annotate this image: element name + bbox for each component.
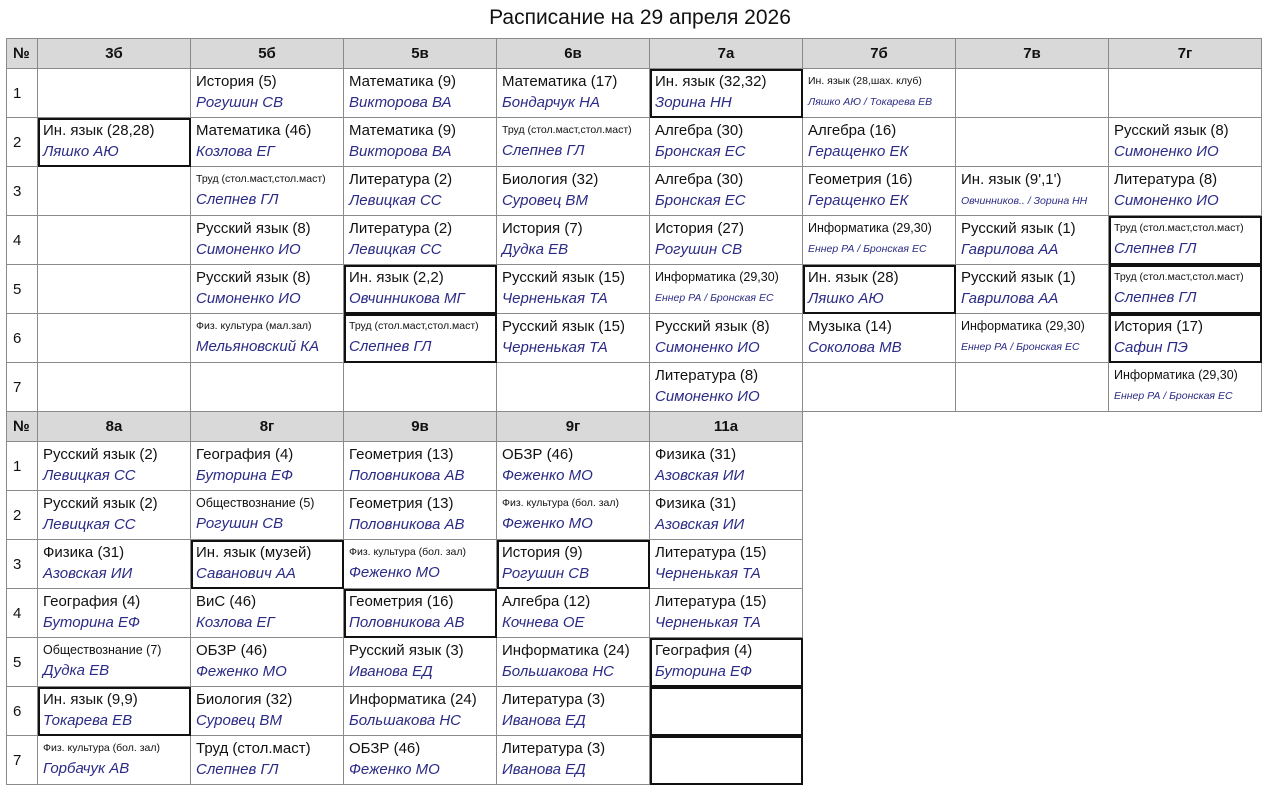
subject-label: История (7) [502, 219, 583, 237]
teacher-label: Буторина ЕФ [196, 466, 293, 484]
teacher-label: Геращенко ЕК [808, 191, 909, 209]
subject-label: Физ. культура (бол. зал) [349, 546, 467, 558]
subject-label: Русский язык (15) [502, 268, 626, 286]
class-header: 7а [650, 39, 803, 69]
lesson-cell [38, 69, 191, 118]
subject-label: География (4) [655, 641, 753, 659]
teacher-label: Козлова ЕГ [196, 613, 275, 631]
subject-label: ОБЗР (46) [196, 641, 268, 659]
teacher-label: Феженко МО [349, 760, 440, 778]
lesson-number: 5 [7, 265, 38, 314]
subject-label: Труд (стол.маст,стол.маст) [502, 124, 632, 136]
lesson-number: 3 [7, 167, 38, 216]
lesson-cell [497, 442, 650, 491]
lesson-cell [191, 442, 344, 491]
class-header: 5б [191, 39, 344, 69]
teacher-label: Горбачук АВ [43, 760, 130, 777]
subject-label: Русский язык (1) [961, 268, 1076, 286]
subject-label: География (4) [43, 592, 141, 610]
teacher-label: Суровец ВМ [196, 711, 282, 729]
lesson-number: 3 [7, 540, 38, 589]
teacher-label: Рогушин СВ [655, 240, 743, 258]
teacher-label: Слепнев ГЛ [1114, 240, 1197, 257]
subject-label: Алгебра (16) [808, 121, 897, 139]
lesson-cell [344, 687, 497, 736]
lesson-cell [803, 118, 956, 167]
subject-label: ОБЗР (46) [349, 739, 421, 757]
lesson-cell [191, 736, 344, 785]
subject-label: Ин. язык (музей) [196, 543, 312, 561]
teacher-label: Ляшко АЮ [43, 142, 119, 160]
lesson-row [7, 363, 1262, 412]
teacher-label: Половникова АВ [349, 613, 465, 631]
teacher-label: Еннер РА / Бронская ЕС [655, 292, 774, 304]
subject-label: Русский язык (15) [502, 317, 626, 335]
teacher-label: Суровец ВМ [502, 191, 588, 209]
subject-label: Музыка (14) [808, 317, 892, 335]
subject-label: Математика (17) [502, 72, 618, 90]
teacher-label: Иванова ЕД [502, 711, 586, 729]
class-header: 8г [191, 412, 344, 442]
subject-label: Алгебра (30) [655, 121, 744, 139]
teacher-label: Феженко МО [502, 466, 593, 484]
subject-label: Информатика (29,30) [808, 221, 932, 235]
lesson-cell [497, 167, 650, 216]
lesson-number: 4 [7, 216, 38, 265]
teacher-label: Дудка ЕВ [43, 662, 110, 679]
lesson-row [7, 69, 1262, 118]
lesson-cell [344, 363, 497, 412]
lesson-cell [650, 638, 803, 687]
lesson-row [7, 118, 1262, 167]
lesson-cell [191, 540, 344, 589]
subject-label: Ин. язык (2,2) [349, 268, 444, 286]
schedule-table-bottom [6, 411, 803, 785]
lesson-row [7, 687, 803, 736]
lesson-cell [191, 314, 344, 363]
subject-label: Литература (15) [655, 543, 767, 561]
teacher-label: Гаврилова АА [961, 289, 1059, 307]
subject-label: Литература (3) [502, 690, 606, 708]
schedule-table-top [6, 38, 1262, 412]
lesson-cell [956, 216, 1109, 265]
lesson-row [7, 216, 1262, 265]
lesson-cell [191, 216, 344, 265]
subject-label: Литература (8) [655, 366, 759, 384]
teacher-label: Симоненко ИО [1114, 191, 1219, 209]
teacher-label: Гаврилова АА [961, 240, 1059, 258]
teacher-label: Большакова НС [349, 711, 462, 729]
subject-label: Информатика (29,30) [961, 319, 1085, 333]
lesson-row [7, 314, 1262, 363]
lesson-cell [803, 265, 956, 314]
teacher-label: Феженко МО [502, 515, 593, 532]
lesson-cell [497, 687, 650, 736]
teacher-label: Зорина НН [655, 93, 732, 111]
teacher-label: Феженко МО [196, 662, 287, 680]
lesson-cell [38, 540, 191, 589]
lesson-number: 7 [7, 736, 38, 785]
lesson-row [7, 491, 803, 540]
lesson-cell [344, 167, 497, 216]
subject-label: Труд (стол.маст,стол.маст) [1114, 271, 1244, 283]
subject-label: Геометрия (16) [349, 592, 454, 610]
teacher-label: Овчинникова МГ [349, 289, 465, 307]
teacher-label: Саванович АА [196, 564, 296, 582]
teacher-label: Буторина ЕФ [655, 662, 752, 680]
lesson-cell [38, 736, 191, 785]
lesson-cell [38, 491, 191, 540]
lesson-number: 2 [7, 118, 38, 167]
lesson-cell [650, 540, 803, 589]
teacher-label: Половникова АВ [349, 515, 465, 533]
teacher-label: Феженко МО [349, 564, 440, 581]
lesson-number-header: № [7, 39, 38, 69]
lesson-row [7, 265, 1262, 314]
subject-label: Ин. язык (9,9) [43, 690, 138, 708]
lesson-cell [191, 118, 344, 167]
teacher-label: Иванова ЕД [502, 760, 586, 778]
lesson-cell [38, 363, 191, 412]
subject-label: Геометрия (13) [349, 445, 454, 463]
lesson-number: 5 [7, 638, 38, 687]
subject-label: История (17) [1114, 317, 1204, 335]
teacher-label: Овчинников.. / Зорина НН [961, 194, 1088, 207]
subject-label: Информатика (29,30) [655, 270, 779, 284]
teacher-label: Симоненко ИО [196, 240, 301, 258]
class-header: 7б [803, 39, 956, 69]
lesson-cell [344, 736, 497, 785]
lesson-cell [38, 118, 191, 167]
teacher-label: Буторина ЕФ [43, 613, 140, 631]
subject-label: География (4) [196, 445, 294, 463]
teacher-label: Слепнев ГЛ [502, 142, 585, 159]
teacher-label: Викторова ВА [349, 93, 452, 111]
teacher-label: Черненькая ТА [655, 564, 761, 582]
header-row [7, 39, 1262, 69]
teacher-label: Слепнев ГЛ [349, 338, 432, 355]
class-header: 9в [344, 412, 497, 442]
subject-label: Русский язык (2) [43, 494, 158, 512]
lesson-cell [650, 167, 803, 216]
lesson-cell [1109, 314, 1262, 363]
lesson-cell [497, 363, 650, 412]
lesson-cell [344, 442, 497, 491]
subject-label: Труд (стол.маст) [196, 739, 311, 757]
lesson-row [7, 540, 803, 589]
subject-label: Литература (2) [349, 219, 453, 237]
lesson-cell [650, 216, 803, 265]
lesson-cell [344, 314, 497, 363]
lesson-cell [956, 69, 1109, 118]
lesson-number: 1 [7, 69, 38, 118]
lesson-cell [1109, 118, 1262, 167]
teacher-label: Токарева ЕВ [43, 711, 133, 729]
teacher-label: Геращенко ЕК [808, 142, 909, 160]
subject-label: История (27) [655, 219, 745, 237]
subject-label: Физ. культура (бол. зал) [502, 497, 620, 509]
teacher-label: Слепнев ГЛ [196, 191, 279, 208]
class-header: 8а [38, 412, 191, 442]
teacher-label: Азовская ИИ [43, 564, 133, 582]
class-header: 9г [497, 412, 650, 442]
lesson-row [7, 589, 803, 638]
teacher-label: Ляшко АЮ [808, 289, 884, 307]
lesson-cell [956, 118, 1109, 167]
subject-label: Ин. язык (28,шах. клуб) [808, 75, 922, 87]
teacher-label: Черненькая ТА [502, 338, 608, 356]
subject-label: Математика (9) [349, 72, 457, 90]
lesson-cell [497, 265, 650, 314]
lesson-cell [497, 736, 650, 785]
subject-label: Труд (стол.маст,стол.маст) [349, 320, 479, 332]
teacher-label: Соколова МВ [808, 338, 902, 356]
teacher-label: Иванова ЕД [349, 662, 433, 680]
teacher-label: Симоненко ИО [196, 289, 301, 307]
teacher-label: Бондарчук НА [502, 93, 601, 111]
lesson-cell [1109, 216, 1262, 265]
lesson-number: 4 [7, 589, 38, 638]
subject-label: Информатика (24) [349, 690, 477, 708]
subject-label: Труд (стол.маст,стол.маст) [196, 173, 326, 185]
lesson-cell [344, 118, 497, 167]
subject-label: Биология (32) [502, 170, 599, 188]
teacher-label: Еннер РА / Бронская ЕС [808, 243, 927, 255]
teacher-label: Мельяновский КА [196, 338, 320, 355]
teacher-label: Левицкая СС [349, 191, 442, 209]
subject-label: Геометрия (13) [349, 494, 454, 512]
lesson-number-header: № [7, 412, 38, 442]
lesson-cell [344, 265, 497, 314]
lesson-cell [38, 314, 191, 363]
teacher-label: Левицкая СС [43, 466, 136, 484]
lesson-cell [650, 491, 803, 540]
subject-label: Ин. язык (32,32) [655, 72, 767, 90]
lesson-cell [497, 491, 650, 540]
teacher-label: Рогушин СВ [196, 93, 284, 111]
teacher-label: Большакова НС [502, 662, 615, 680]
lesson-cell [344, 69, 497, 118]
lesson-cell [497, 540, 650, 589]
lesson-cell [38, 167, 191, 216]
subject-label: Биология (32) [196, 690, 293, 708]
subject-label: Ин. язык (28) [808, 268, 899, 286]
subject-label: Русский язык (8) [1114, 121, 1229, 139]
lesson-cell [191, 69, 344, 118]
page-title: Расписание на 29 апреля 2026 [489, 6, 791, 29]
lesson-cell [38, 589, 191, 638]
teacher-label: Симоненко ИО [1114, 142, 1219, 160]
teacher-label: Рогушин СВ [502, 564, 590, 582]
lesson-cell [344, 589, 497, 638]
subject-label: Обществознание (7) [43, 643, 162, 657]
subject-label: Литература (3) [502, 739, 606, 757]
subject-label: Русский язык (3) [349, 641, 464, 659]
teacher-label: Черненькая ТА [655, 613, 761, 631]
subject-label: ОБЗР (46) [502, 445, 574, 463]
subject-label: ВиС (46) [196, 592, 257, 610]
subject-label: Литература (15) [655, 592, 767, 610]
lesson-cell [650, 314, 803, 363]
lesson-cell [38, 687, 191, 736]
header-row [7, 412, 803, 442]
lesson-cell [803, 363, 956, 412]
subject-label: Информатика (29,30) [1114, 368, 1238, 382]
teacher-label: Ляшко АЮ / Токарева ЕВ [808, 96, 933, 108]
teacher-label: Сафин ПЭ [1114, 338, 1188, 356]
lesson-cell [344, 491, 497, 540]
lesson-cell [1109, 69, 1262, 118]
lesson-cell [1109, 167, 1262, 216]
subject-label: Физ. культура (бол. зал) [43, 742, 161, 754]
class-header: 6в [497, 39, 650, 69]
subject-label: Литература (8) [1114, 170, 1218, 188]
teacher-label: Викторова ВА [349, 142, 452, 160]
lesson-cell [650, 736, 803, 785]
lesson-cell [650, 589, 803, 638]
subject-label: Русский язык (8) [196, 268, 311, 286]
lesson-cell [803, 69, 956, 118]
subject-label: Русский язык (1) [961, 219, 1076, 237]
lesson-cell [650, 69, 803, 118]
subject-label: Физ. культура (мал.зал) [196, 320, 312, 332]
lesson-cell [497, 216, 650, 265]
lesson-cell [650, 363, 803, 412]
class-header: 7в [956, 39, 1109, 69]
lesson-cell [191, 491, 344, 540]
lesson-cell [956, 265, 1109, 314]
lesson-cell [344, 216, 497, 265]
lesson-cell [38, 216, 191, 265]
teacher-label: Еннер РА / Бронская ЕС [1114, 390, 1233, 402]
lesson-cell [1109, 363, 1262, 412]
subject-label: Алгебра (30) [655, 170, 744, 188]
teacher-label: Половникова АВ [349, 466, 465, 484]
teacher-label: Дудка ЕВ [502, 240, 569, 258]
lesson-cell [803, 216, 956, 265]
subject-label: Геометрия (16) [808, 170, 913, 188]
lesson-cell [191, 687, 344, 736]
lesson-cell [344, 540, 497, 589]
lesson-cell [191, 638, 344, 687]
lesson-row [7, 167, 1262, 216]
teacher-label: Еннер РА / Бронская ЕС [961, 341, 1080, 353]
subject-label: Физика (31) [655, 494, 737, 512]
teacher-label: Азовская ИИ [655, 515, 745, 533]
subject-label: Математика (9) [349, 121, 457, 139]
lesson-cell [191, 265, 344, 314]
class-header: 11а [650, 412, 803, 442]
lesson-cell [803, 314, 956, 363]
lesson-row [7, 736, 803, 785]
subject-label: Литература (2) [349, 170, 453, 188]
teacher-label: Черненькая ТА [502, 289, 608, 307]
subject-label: Труд (стол.маст,стол.маст) [1114, 222, 1244, 234]
teacher-label: Симоненко ИО [655, 387, 760, 405]
subject-label: История (9) [502, 543, 583, 561]
lesson-cell [497, 118, 650, 167]
teacher-label: Азовская ИИ [655, 466, 745, 484]
lesson-cell [497, 589, 650, 638]
lesson-number: 6 [7, 687, 38, 736]
lesson-cell [497, 314, 650, 363]
lesson-cell [191, 363, 344, 412]
lesson-cell [956, 363, 1109, 412]
teacher-label: Левицкая СС [349, 240, 442, 258]
subject-label: Русский язык (8) [196, 219, 311, 237]
lesson-cell [956, 167, 1109, 216]
lesson-cell [38, 265, 191, 314]
class-header: 7г [1109, 39, 1262, 69]
teacher-label: Козлова ЕГ [196, 142, 275, 160]
class-header: 3б [38, 39, 191, 69]
subject-label: Ин. язык (9',1') [961, 170, 1062, 188]
lesson-cell [497, 638, 650, 687]
class-header: 5в [344, 39, 497, 69]
subject-label: Обществознание (5) [196, 496, 315, 510]
subject-label: Ин. язык (28,28) [43, 121, 155, 139]
teacher-label: Бронская ЕС [655, 142, 746, 160]
lesson-cell [38, 442, 191, 491]
lesson-cell [650, 118, 803, 167]
lesson-number: 1 [7, 442, 38, 491]
teacher-label: Кочнева ОЕ [502, 613, 585, 631]
subject-label: Информатика (24) [502, 641, 630, 659]
subject-label: Русский язык (8) [655, 317, 770, 335]
lesson-cell [956, 314, 1109, 363]
lesson-row [7, 638, 803, 687]
subject-label: Физика (31) [655, 445, 737, 463]
lesson-cell [1109, 265, 1262, 314]
lesson-cell [191, 589, 344, 638]
lesson-cell [650, 442, 803, 491]
teacher-label: Симоненко ИО [655, 338, 760, 356]
lesson-cell [803, 167, 956, 216]
lesson-cell [650, 265, 803, 314]
lesson-cell [344, 638, 497, 687]
teacher-label: Левицкая СС [43, 515, 136, 533]
lesson-cell [650, 687, 803, 736]
lesson-cell [191, 167, 344, 216]
subject-label: Русский язык (2) [43, 445, 158, 463]
teacher-label: Бронская ЕС [655, 191, 746, 209]
subject-label: Алгебра (12) [502, 592, 591, 610]
subject-label: Математика (46) [196, 121, 312, 139]
lesson-number: 7 [7, 363, 38, 412]
lesson-cell [497, 69, 650, 118]
lesson-number: 6 [7, 314, 38, 363]
subject-label: История (5) [196, 72, 277, 90]
teacher-label: Рогушин СВ [196, 515, 284, 532]
lesson-number: 2 [7, 491, 38, 540]
lesson-cell [38, 638, 191, 687]
teacher-label: Слепнев ГЛ [196, 760, 279, 778]
subject-label: Физика (31) [43, 543, 125, 561]
teacher-label: Слепнев ГЛ [1114, 289, 1197, 306]
lesson-row [7, 442, 803, 491]
